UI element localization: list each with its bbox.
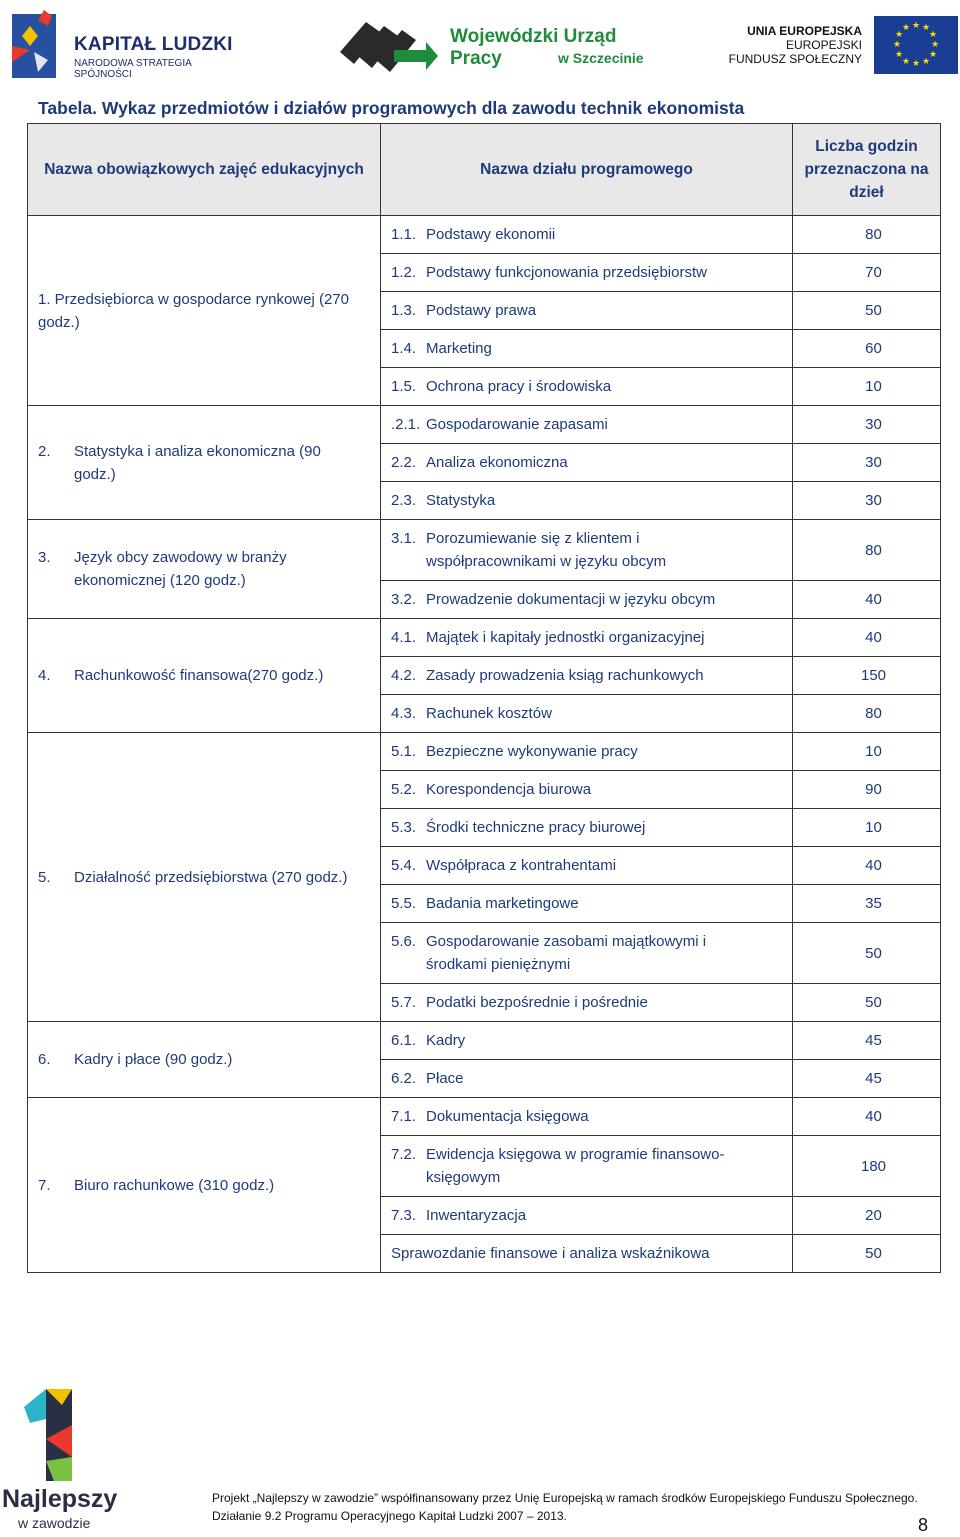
section-name: Podstawy prawa — [426, 302, 537, 319]
hours-cell: 45 — [793, 1060, 941, 1098]
subject-name: Rachunkowość finansowa(270 godz.) — [74, 667, 324, 684]
subject-cell — [28, 1022, 381, 1098]
section-name: Gospodarowanie zapasami — [426, 416, 608, 433]
wup-subtitle: w Szczecinie — [558, 50, 644, 66]
subject-number: 7. — [38, 1176, 51, 1194]
section-number: 5.7. — [391, 994, 417, 1011]
section-name: Bezpieczne wykonywanie pracy — [426, 743, 638, 760]
section-number: 2.3. — [391, 492, 417, 509]
table-row — [28, 619, 941, 657]
section-cell — [381, 771, 793, 809]
subject-number: 3. — [38, 549, 51, 566]
svg-text:★: ★ — [921, 23, 931, 33]
hours-cell: 30 — [793, 444, 941, 482]
section-number: 5.6. — [391, 933, 417, 950]
table-header-row — [28, 124, 941, 216]
svg-text:★: ★ — [928, 50, 938, 60]
table-row — [28, 733, 941, 771]
section-name: Ewidencja księgowa w programie finansowo-księgowym — [426, 1146, 725, 1186]
subject-name: Działalność przedsiębiorstwa (270 godz.) — [74, 868, 348, 886]
hours-cell: 20 — [793, 1197, 941, 1235]
wup-title: Wojewódzki Urząd Pracy — [450, 26, 617, 69]
section-number: 4.3. — [391, 705, 417, 722]
table-row — [28, 216, 941, 254]
number-one-logo-icon — [16, 1385, 96, 1485]
subject-cell — [28, 520, 381, 619]
section-cell — [381, 368, 793, 406]
section-number: 5.4. — [391, 857, 417, 874]
section-name: Korespondencja biurowa — [426, 781, 592, 798]
section-number: 3.1. — [391, 530, 417, 547]
hours-cell: 35 — [793, 885, 941, 923]
section-number: 1.3. — [391, 302, 417, 319]
section-cell — [381, 216, 793, 254]
section-number: 1.2. — [391, 264, 417, 281]
section-cell — [381, 406, 793, 444]
svg-text:★: ★ — [901, 23, 911, 33]
hours-cell: 40 — [793, 1098, 941, 1136]
section-number: 6.2. — [391, 1070, 417, 1087]
kapital-ludzki-emblem-icon — [8, 6, 70, 80]
section-number: 4.1. — [391, 629, 417, 646]
subject-cell — [28, 1098, 381, 1273]
section-cell — [381, 1197, 793, 1235]
hours-cell: 30 — [793, 482, 941, 520]
section-cell — [381, 581, 793, 619]
section-cell — [381, 733, 793, 771]
wup-logo — [336, 16, 656, 76]
section-name: Środki techniczne pracy biurowej — [426, 819, 646, 836]
section-cell — [381, 292, 793, 330]
section-number: 2.2. — [391, 454, 417, 471]
kapital-ludzki-logo — [8, 6, 248, 78]
svg-text:★: ★ — [911, 59, 921, 69]
hours-cell: 10 — [793, 368, 941, 406]
section-cell — [381, 254, 793, 292]
section-name: Analiza ekonomiczna — [426, 454, 568, 471]
hours-cell: 30 — [793, 406, 941, 444]
svg-text:★: ★ — [901, 57, 911, 67]
section-cell — [381, 619, 793, 657]
table-row — [28, 406, 941, 444]
section-name: Porozumiewanie się z klientem i współpracownikami w języku obcym — [426, 530, 667, 570]
section-cell — [381, 847, 793, 885]
section-number: 1.4. — [391, 340, 417, 357]
section-name: Zasady prowadzenia ksiąg rachunkowych — [426, 667, 704, 684]
najlepszy-w-zawodzie-logo — [0, 1385, 130, 1537]
hours-cell: 80 — [793, 520, 941, 581]
subject-number: 5. — [38, 868, 51, 886]
section-cell — [381, 520, 793, 581]
section-cell — [381, 1022, 793, 1060]
section-number: 7.1. — [391, 1108, 417, 1125]
header-hours: Liczba godzin przeznaczona na dzieł — [793, 124, 941, 216]
section-cell — [381, 444, 793, 482]
table-row — [28, 520, 941, 581]
hours-cell: 150 — [793, 657, 941, 695]
section-cell — [381, 695, 793, 733]
section-number: 4.2. — [391, 667, 417, 684]
hours-cell: 10 — [793, 809, 941, 847]
hours-cell: 50 — [793, 984, 941, 1022]
section-number: 1.1. — [391, 226, 417, 243]
svg-text:★: ★ — [930, 40, 940, 50]
kapital-ludzki-title: KAPITAŁ LUDZKI — [74, 34, 233, 55]
section-name: Sprawozdanie finansowe i analiza wskaźnikowa — [391, 1245, 710, 1262]
section-number: 5.3. — [391, 819, 417, 836]
section-cell — [381, 984, 793, 1022]
section-name: Podatki bezpośrednie i pośrednie — [426, 994, 648, 1011]
subject-name: Biuro rachunkowe (310 godz.) — [74, 1176, 275, 1194]
svg-text:★: ★ — [911, 21, 921, 31]
eu-line-3: FUNDUSZ SPOŁECZNY — [728, 52, 862, 66]
subject-cell — [28, 619, 381, 733]
section-name: Płace — [426, 1070, 464, 1087]
subject-name: 1. Przedsiębiorca w gospodarce rynkowej (270 godz.) — [38, 290, 349, 331]
header-section: Nazwa działu programowego — [381, 124, 793, 216]
footer-line-2: Działanie 9.2 Programu Operacyjnego Kapitał Ludzki 2007 – 2013. — [212, 1509, 567, 1523]
svg-text:★: ★ — [894, 30, 904, 40]
header-subject: Nazwa obowiązkowych zajęć edukacyjnych — [28, 124, 381, 216]
section-cell — [381, 809, 793, 847]
section-cell — [381, 657, 793, 695]
hours-cell: 60 — [793, 330, 941, 368]
hours-cell: 40 — [793, 619, 941, 657]
subject-number: 6. — [38, 1051, 51, 1068]
section-number: 5.2. — [391, 781, 417, 798]
eu-line-1: UNIA EUROPEJSKA — [747, 24, 862, 38]
section-number: 6.1. — [391, 1032, 417, 1049]
section-number: 5.1. — [391, 743, 417, 760]
svg-text:★: ★ — [921, 57, 931, 67]
eu-flag-icon — [874, 16, 958, 74]
section-cell — [381, 885, 793, 923]
section-name: Ochrona pracy i środowiska — [426, 378, 612, 395]
hours-cell: 80 — [793, 216, 941, 254]
table-row — [28, 1098, 941, 1136]
section-number: .2.1. — [391, 416, 421, 433]
svg-text:★: ★ — [892, 40, 902, 50]
section-number: 1.5. — [391, 378, 417, 395]
section-name: Majątek i kapitały jednostki organizacyjnej — [426, 629, 705, 646]
section-number: 7.2. — [391, 1146, 417, 1163]
hours-cell: 70 — [793, 254, 941, 292]
wup-cards-icon — [336, 16, 440, 76]
section-cell — [381, 1235, 793, 1273]
eu-logo — [728, 16, 958, 76]
hours-cell: 80 — [793, 695, 941, 733]
hours-cell: 40 — [793, 847, 941, 885]
section-name: Dokumentacja księgowa — [426, 1108, 589, 1125]
section-cell — [381, 1060, 793, 1098]
eu-line-2: EUROPEJSKI — [785, 38, 862, 52]
svg-text:★: ★ — [894, 50, 904, 60]
section-number: 3.2. — [391, 591, 417, 608]
subject-number: 2. — [38, 442, 51, 460]
section-name: Współpraca z kontrahentami — [426, 857, 617, 874]
section-cell — [381, 923, 793, 984]
table-row — [28, 1022, 941, 1060]
section-name: Prowadzenie dokumentacji w języku obcym — [426, 591, 716, 608]
subject-number: 4. — [38, 667, 51, 684]
section-name: Podstawy funkcjonowania przedsiębiorstw — [426, 264, 707, 281]
section-cell — [381, 1098, 793, 1136]
kapital-ludzki-subtitle: NARODOWA STRATEGIA SPÓJNOŚCI — [74, 58, 192, 80]
section-name: Podstawy ekonomii — [426, 226, 556, 243]
hours-cell: 10 — [793, 733, 941, 771]
section-number: 7.3. — [391, 1207, 417, 1224]
hours-cell: 50 — [793, 1235, 941, 1273]
hours-cell: 50 — [793, 923, 941, 984]
svg-text:★: ★ — [928, 30, 938, 40]
section-name: Inwentaryzacja — [426, 1207, 527, 1224]
hours-cell: 180 — [793, 1136, 941, 1197]
section-name: Rachunek kosztów — [426, 705, 552, 722]
subject-name: Statystyka i analiza ekonomiczna (90 godz.) — [74, 442, 321, 483]
page-title: Tabela. Wykaz przedmiotów i działów programowych dla zawodu technik ekonomista — [38, 98, 745, 118]
section-number: 5.5. — [391, 895, 417, 912]
section-name: Statystyka — [426, 492, 496, 509]
subject-cell — [28, 216, 381, 406]
section-cell — [381, 330, 793, 368]
najlepszy-logo-subtitle: w zawodzie — [18, 1515, 91, 1531]
page-number: 8 — [918, 1515, 929, 1535]
subject-name: Kadry i płace (90 godz.) — [74, 1051, 233, 1068]
section-name: Kadry — [426, 1032, 466, 1049]
section-name: Gospodarowanie zasobami majątkowymi i środkami pieniężnymi — [426, 933, 707, 973]
hours-cell: 45 — [793, 1022, 941, 1060]
najlepszy-logo-title: Najlepszy — [2, 1485, 118, 1513]
hours-cell: 90 — [793, 771, 941, 809]
subject-cell — [28, 733, 381, 1022]
subject-cell — [28, 406, 381, 520]
section-cell — [381, 482, 793, 520]
page-header — [0, 0, 960, 90]
footer-line-1: Projekt „Najlepszy w zawodzie” współfinansowany przez Unię Europejską w ramach środków Europejskiego Funduszu Społecznego. — [212, 1491, 918, 1505]
hours-cell: 50 — [793, 292, 941, 330]
hours-cell: 40 — [793, 581, 941, 619]
section-name: Badania marketingowe — [426, 895, 579, 912]
section-cell — [381, 1136, 793, 1197]
subject-name: Język obcy zawodowy w branży ekonomicznej (120 godz.) — [74, 549, 287, 589]
section-name: Marketing — [426, 340, 492, 357]
program-table — [27, 123, 941, 1273]
